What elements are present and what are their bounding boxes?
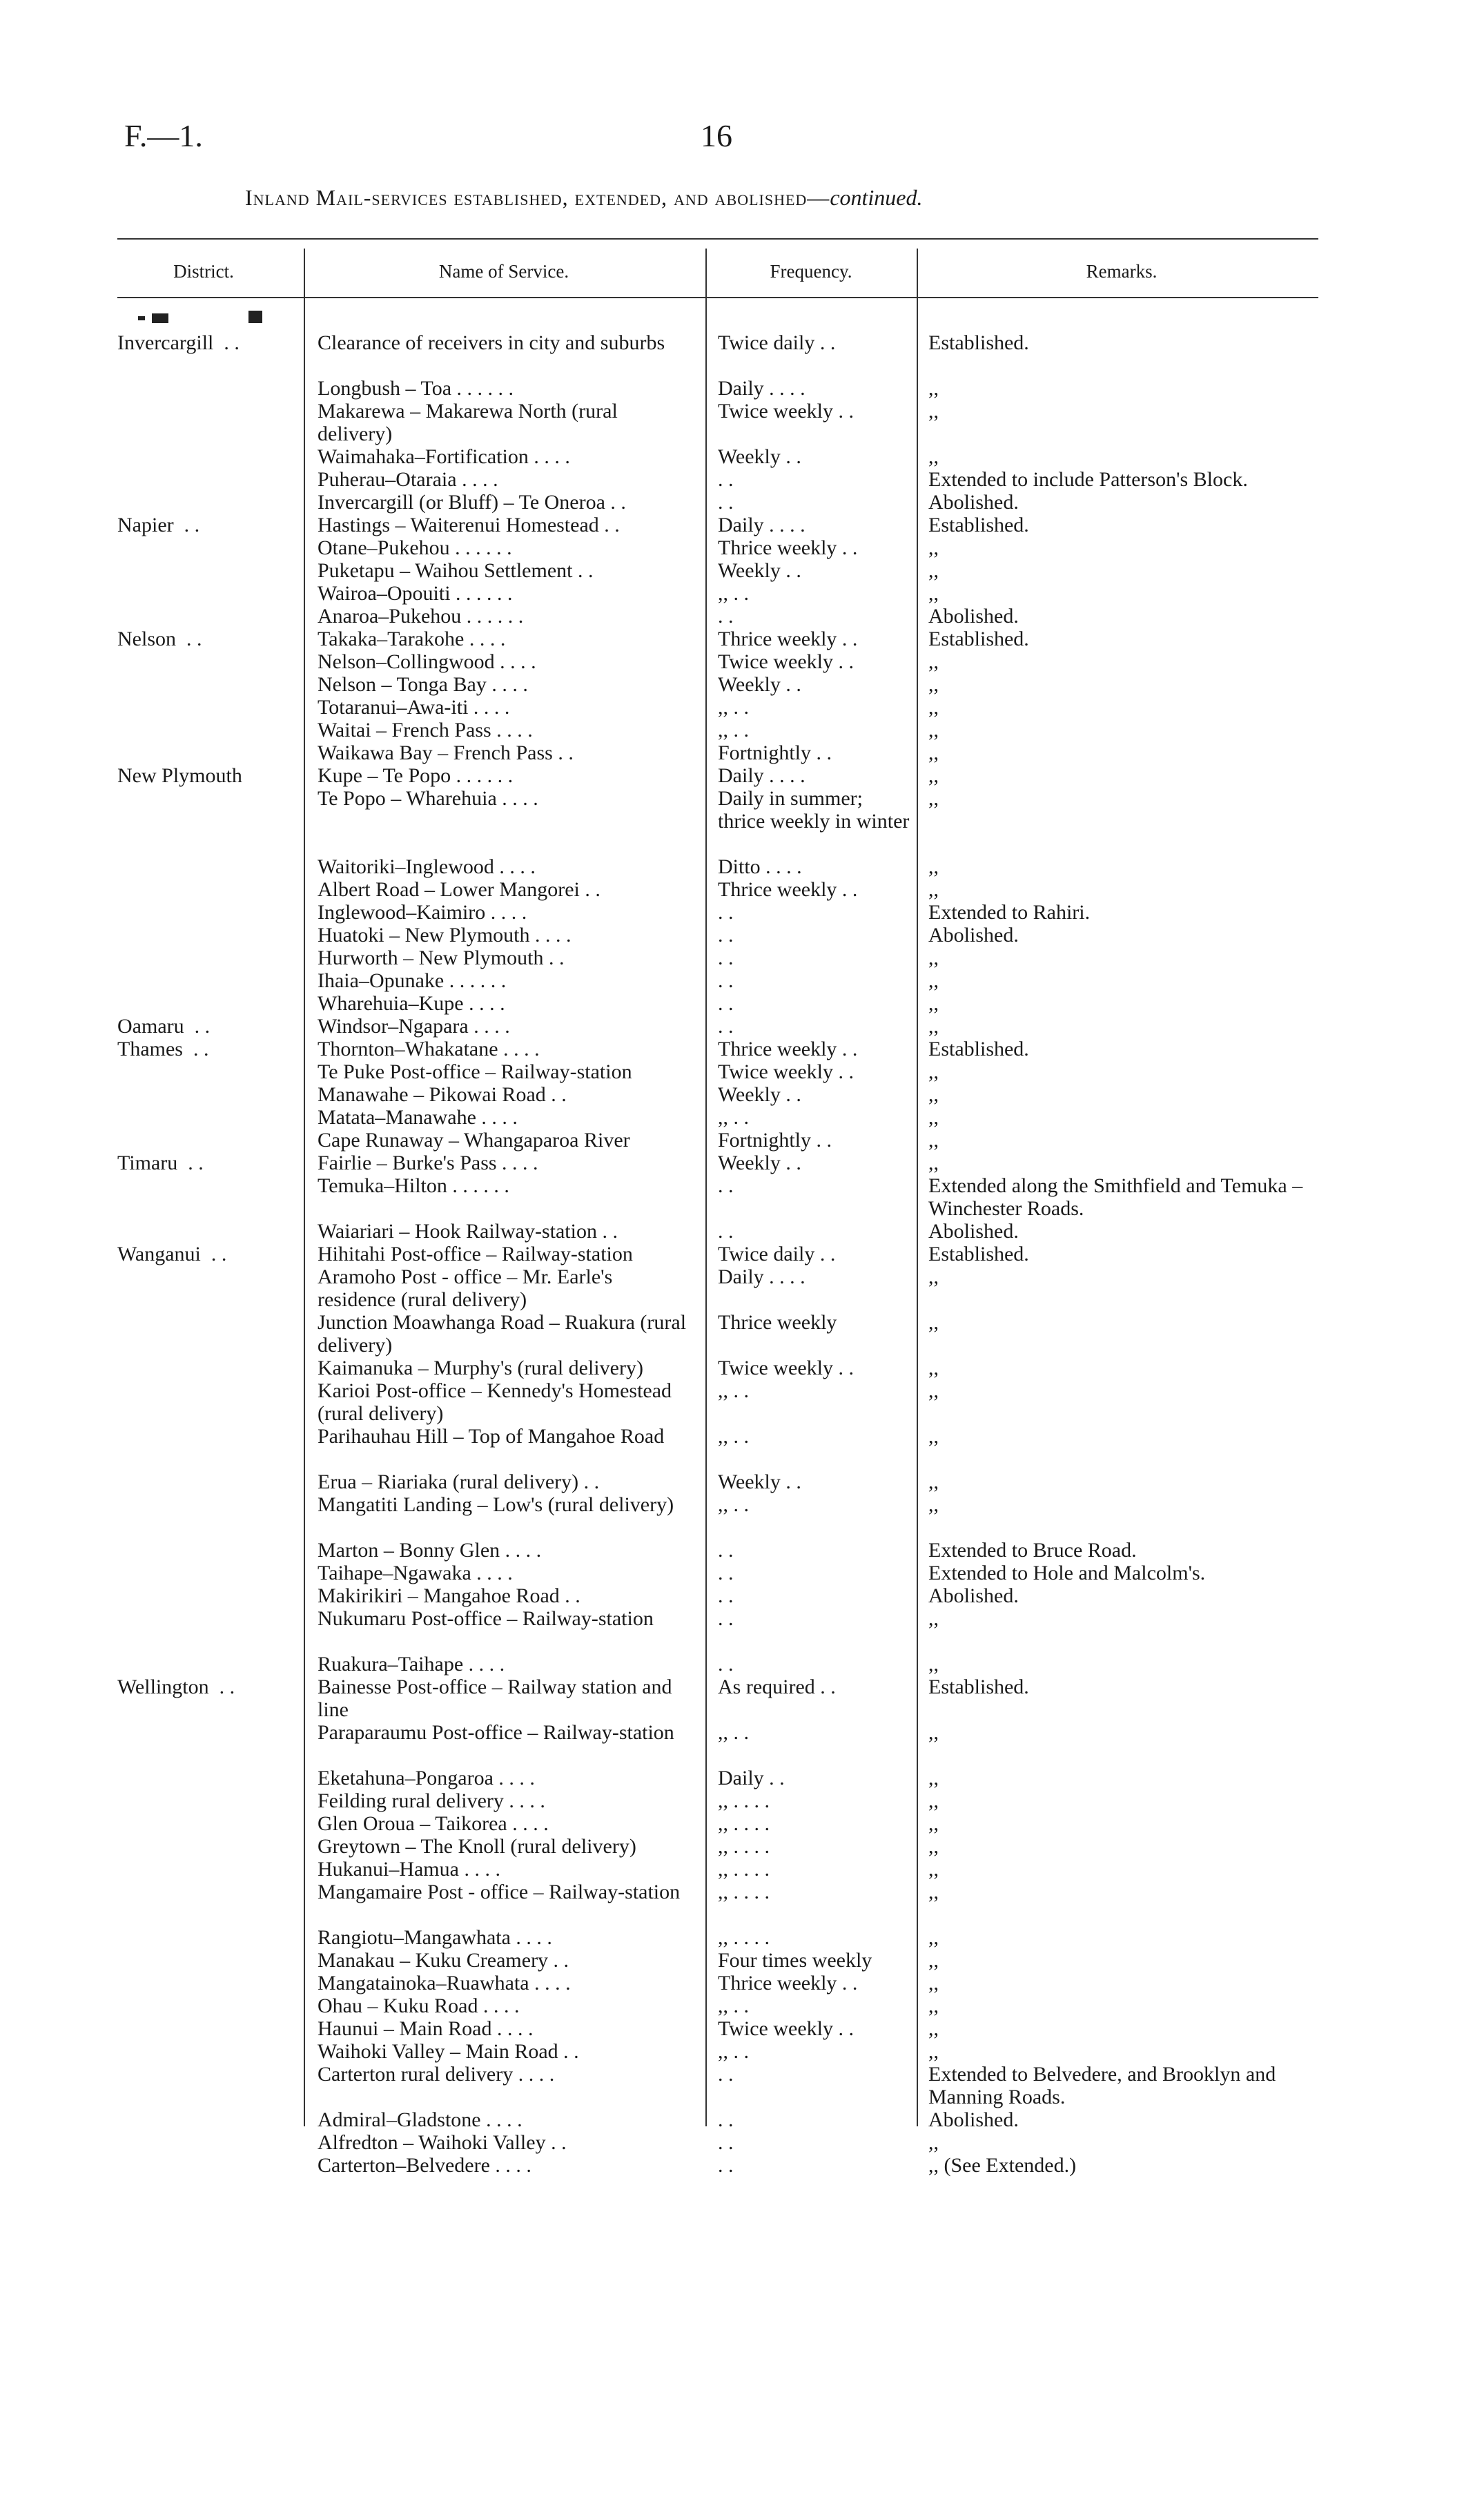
cell-remarks: ,, [928,1083,939,1106]
cell-frequency: . . [718,992,734,1015]
cell-name: Makarewa – Makarewa North (rural delivery) [318,400,618,445]
cell-name: Karioi Post-office – Kennedy's Homestead (rural delivery) [318,1379,672,1425]
cell-name: Waikawa Bay – French Pass . . [318,741,574,764]
cell-frequency: Weekly . . [718,559,801,582]
cell-frequency: . . [718,2131,734,2154]
cell-frequency: ,, . . [718,1493,749,1516]
cell-name: Takaka–Tarakohe . . . . [318,628,506,650]
cell-district: Wellington . . [117,1676,235,1698]
cell-district: Napier . . [117,514,200,536]
cell-frequency: Thrice weekly . . [718,628,858,650]
cell-remarks: ,, [928,1425,939,1448]
cell-remarks: ,, [928,1060,939,1083]
cell-name: Nukumaru Post-office – Railway-station [318,1607,654,1630]
cell-remarks: Established. [928,628,1029,650]
cell-remarks: ,, [928,1653,939,1676]
page-title [245,185,1211,211]
cell-name: Invercargill (or Bluff) – Te Oneroa . . [318,491,626,514]
cell-frequency: Daily . . . . [718,1265,806,1288]
cell-frequency: ,, . . [718,1379,749,1402]
cell-frequency: . . [718,946,734,969]
cell-name: Feilding rural delivery . . . . [318,1789,545,1812]
cell-name: Thornton–Whakatane . . . . [318,1038,540,1060]
cell-name: Haunui – Main Road . . . . [318,2017,534,2040]
cell-name: Admiral–Gladstone . . . . [318,2108,523,2131]
cell-remarks: Extended to Belvedere, and Brooklyn and Manning Roads. [928,2063,1276,2108]
cell-name: Cape Runaway – Whangaparoa River [318,1129,630,1152]
cell-name: Aramoho Post - office – Mr. Earle's residence (rural delivery) [318,1265,613,1311]
cell-frequency: ,, . . . . [718,1881,770,1903]
cell-name: Makirikiri – Mangahoe Road . . [318,1584,580,1607]
cell-name: Parihauhau Hill – Top of Mangahoe Road [318,1425,665,1448]
cell-remarks: ,, [928,878,939,901]
cell-frequency: Daily . . . . [718,514,806,536]
cell-name: Carterton–Belvedere . . . . [318,2154,531,2177]
cell-remarks: ,, [928,1721,939,1744]
cell-remarks: ,, [928,1265,939,1288]
cell-frequency: ,, . . . . [718,1858,770,1881]
cell-name: Anaroa–Pukehou . . . . . . [318,605,524,628]
cell-frequency: . . [718,2108,734,2131]
cell-district: Wanganui . . [117,1243,227,1265]
cell-frequency: ,, . . [718,719,749,741]
cell-frequency: . . [718,1220,734,1243]
cell-remarks: ,, [928,1994,939,2017]
cell-remarks: Abolished. [928,491,1019,514]
cell-name: Marton – Bonny Glen . . . . [318,1539,542,1562]
cell-name: Ohau – Kuku Road . . . . [318,1994,520,2017]
cell-frequency: ,, . . . . [718,1835,770,1858]
column-header-district: District. [173,261,234,282]
cell-frequency: . . [718,1539,734,1562]
cell-name: Mangatainoka–Ruawhata . . . . [318,1972,571,1994]
cell-name: Wairoa–Opouiti . . . . . . [318,582,513,605]
cell-remarks: ,, [928,2017,939,2040]
cell-district: Invercargill . . [117,331,240,354]
cell-remarks: ,, [928,400,939,423]
cell-remarks: ,, [928,1493,939,1516]
cell-remarks: ,, [928,650,939,673]
cell-frequency: Ditto . . . . [718,855,802,878]
cell-frequency: . . [718,1653,734,1676]
cell-remarks: Extended to Bruce Road. [928,1539,1137,1562]
cell-frequency: Twice daily . . [718,1243,836,1265]
column-header-name: Name of Service. [438,261,569,282]
cell-frequency: Twice weekly . . [718,400,854,423]
cell-frequency: . . [718,468,734,491]
cell-name: Greytown – The Knoll (rural delivery) [318,1835,636,1858]
cell-frequency: Twice weekly . . [718,650,854,673]
cell-name: Kaimanuka – Murphy's (rural delivery) [318,1357,643,1379]
cell-remarks: ,, [928,696,939,719]
cell-frequency: . . [718,1607,734,1630]
cell-name: Longbush – Toa . . . . . . [318,377,514,400]
cell-remarks: ,, [928,673,939,696]
cell-frequency: ,, . . . . [718,1789,770,1812]
section-code: F.—1. [124,118,203,153]
cell-district: Timaru . . [117,1152,204,1174]
cell-frequency: Twice weekly . . [718,1060,854,1083]
column-header-frequency: Frequency. [770,261,852,282]
cell-name: Windsor–Ngapara . . . . [318,1015,510,1038]
cell-remarks: ,, [928,582,939,605]
cell-name: Manakau – Kuku Creamery . . [318,1949,569,1972]
cell-frequency: Four times weekly [718,1949,872,1972]
cell-name: Hihitahi Post-office – Railway-station [318,1243,633,1265]
cell-remarks: ,, [928,764,939,787]
cell-frequency: . . [718,1562,734,1584]
cell-frequency: ,, . . [718,696,749,719]
cell-name: Inglewood–Kaimiro . . . . [318,901,527,924]
cell-frequency: Daily . . [718,1767,785,1789]
cell-remarks: Extended to Hole and Malcolm's. [928,1562,1206,1584]
cell-frequency: As required . . [718,1676,836,1698]
cell-frequency: ,, . . . . [718,1926,770,1949]
cell-name: Eketahuna–Pongaroa . . . . [318,1767,535,1789]
cell-name: Puherau–Otaraia . . . . [318,468,498,491]
cell-frequency: Weekly . . [718,1470,801,1493]
cell-remarks: Extended along the Smithfield and Temuka – Winchester Roads. [928,1174,1303,1220]
cell-remarks: ,, [928,1106,939,1129]
cell-remarks: Extended to Rahiri. [928,901,1091,924]
cell-remarks: ,, [928,1835,939,1858]
cell-remarks: ,, [928,1858,939,1881]
cell-name: Fairlie – Burke's Pass . . . . [318,1152,538,1174]
cell-name: Puketapu – Waihou Settlement . . [318,559,594,582]
cell-remarks: ,, [928,1311,939,1334]
cell-frequency: . . [718,901,734,924]
cell-remarks: ,, [928,2131,939,2154]
cell-remarks: ,, [928,1379,939,1402]
cell-name: Waitoriki–Inglewood . . . . [318,855,536,878]
cell-frequency: . . [718,605,734,628]
cell-name: Nelson–Collingwood . . . . [318,650,536,673]
cell-frequency: . . [718,2063,734,2086]
cell-name: Huatoki – New Plymouth . . . . [318,924,572,946]
cell-frequency: . . [718,924,734,946]
cell-remarks: ,, [928,1881,939,1903]
cell-frequency: . . [718,1584,734,1607]
cell-remarks: Abolished. [928,1584,1019,1607]
cell-frequency: ,, . . [718,1721,749,1744]
cell-name: Hurworth – New Plymouth . . [318,946,565,969]
cell-name: Wharehuia–Kupe . . . . [318,992,505,1015]
cell-name: Waitai – French Pass . . . . [318,719,533,741]
cell-remarks: ,, [928,2040,939,2063]
title-continued: continued. [830,185,923,210]
cell-remarks: ,, [928,536,939,559]
cell-remarks: ,, [928,1789,939,1812]
cell-remarks: Established. [928,514,1029,536]
cell-remarks: ,, [928,445,939,468]
cell-frequency: ,, . . [718,2040,749,2063]
column-divider-2 [705,249,707,2126]
cell-name: Waimahaka–Fortification . . . . [318,445,570,468]
cell-remarks: ,, [928,1357,939,1379]
cell-remarks: ,, [928,377,939,400]
cell-district: Thames . . [117,1038,209,1060]
cell-frequency: Thrice weekly . . [718,878,858,901]
cell-name: Taihape–Ngawaka . . . . [318,1562,513,1584]
cell-frequency: . . [718,1015,734,1038]
cell-name: Mangamaire Post - office – Railway-station [318,1881,681,1903]
cell-frequency: Weekly . . [718,445,801,468]
cell-remarks: ,, [928,1812,939,1835]
cell-name: Totaranui–Awa-iti . . . . [318,696,510,719]
cell-name: Waihoki Valley – Main Road . . [318,2040,579,2063]
cell-name: Paraparaumu Post-office – Railway-station [318,1721,674,1744]
cell-name: Kupe – Te Popo . . . . . . [318,764,514,787]
cell-remarks: ,, [928,559,939,582]
cell-frequency: Thrice weekly . . [718,1038,858,1060]
cell-remarks: ,, [928,1129,939,1152]
cell-frequency: . . [718,1174,734,1197]
cell-frequency: Twice daily . . [718,331,836,354]
cell-name: Manawahe – Pikowai Road . . [318,1083,567,1106]
cell-frequency: ,, . . [718,1425,749,1448]
page-number: 16 [701,118,732,153]
cell-district: New Plymouth [117,764,242,787]
cell-frequency: . . [718,2154,734,2177]
cell-frequency: ,, . . . . [718,1812,770,1835]
cell-name: Glen Oroua – Taikorea . . . . [318,1812,549,1835]
cell-remarks: ,, [928,1470,939,1493]
cell-name: Hukanui–Hamua . . . . [318,1858,500,1881]
cell-frequency: Daily . . . . [718,377,806,400]
cell-name: Mangatiti Landing – Low's (rural delivery) [318,1493,674,1516]
cell-frequency: Twice weekly . . [718,1357,854,1379]
cell-remarks: ,, [928,1949,939,1972]
cell-name: Junction Moawhanga Road – Ruakura (rural delivery) [318,1311,687,1357]
title-main: Inland Mail-services established, extended, and abolished— [245,185,830,210]
cell-district: Oamaru . . [117,1015,211,1038]
cell-name: Clearance of receivers in city and suburbs [318,331,665,354]
cell-name: Erua – Riariaka (rural delivery) . . [318,1470,600,1493]
column-header-remarks: Remarks. [1086,261,1158,282]
cell-name: Ihaia–Opunake . . . . . . [318,969,507,992]
cell-frequency: . . [718,491,734,514]
cell-district: Nelson . . [117,628,202,650]
cell-name: Alfredton – Waihoki Valley . . [318,2131,567,2154]
column-divider-1 [304,249,305,2126]
cell-frequency: Fortnightly . . [718,1129,832,1152]
cell-name: Bainesse Post-office – Railway station and line [318,1676,672,1721]
cell-name: Rangiotu–Mangawhata . . . . [318,1926,552,1949]
cell-name: Te Popo – Wharehuia . . . . [318,787,538,810]
cell-name: Albert Road – Lower Mangorei . . [318,878,601,901]
header-rule [117,297,1318,298]
cell-remarks: Extended to include Patterson's Block. [928,468,1248,491]
cell-frequency: . . [718,969,734,992]
cell-remarks: ,, [928,1152,939,1174]
cell-frequency: ,, . . [718,1994,749,2017]
cell-remarks: ,, [928,1015,939,1038]
cell-name: Nelson – Tonga Bay . . . . [318,673,528,696]
cell-remarks: Abolished. [928,605,1019,628]
cell-remarks: ,, [928,787,939,810]
cell-frequency: ,, . . [718,1106,749,1129]
cell-remarks: ,, [928,1607,939,1630]
cell-remarks: Established. [928,1243,1029,1265]
cell-frequency: Weekly . . [718,673,801,696]
cell-frequency: Weekly . . [718,1152,801,1174]
top-rule [117,238,1318,240]
cell-remarks: ,, (See Extended.) [928,2154,1077,2177]
cell-remarks: ,, [928,719,939,741]
cell-name: Matata–Manawahe . . . . [318,1106,518,1129]
cell-remarks: Established. [928,1038,1029,1060]
cell-name: Temuka–Hilton . . . . . . [318,1174,509,1197]
column-divider-3 [917,249,918,2126]
cell-frequency: Thrice weekly . . [718,1972,858,1994]
cell-remarks: ,, [928,855,939,878]
cell-frequency: Thrice weekly [718,1311,837,1334]
cell-frequency: Thrice weekly . . [718,536,858,559]
cell-remarks: Established. [928,1676,1029,1698]
cell-frequency: Fortnightly . . [718,741,832,764]
cell-remarks: Abolished. [928,924,1019,946]
cell-name: Waiariari – Hook Railway-station . . [318,1220,618,1243]
cell-frequency: Twice weekly . . [718,2017,854,2040]
cell-remarks: ,, [928,946,939,969]
cell-remarks: ,, [928,1767,939,1789]
cell-frequency: Weekly . . [718,1083,801,1106]
cell-remarks: Established. [928,331,1029,354]
cell-remarks: ,, [928,969,939,992]
cell-frequency: Daily . . . . [718,764,806,787]
cell-name: Hastings – Waiterenui Homestead . . [318,514,620,536]
printing-blots [138,309,290,330]
cell-remarks: Abolished. [928,2108,1019,2131]
cell-name: Te Puke Post-office – Railway-station [318,1060,632,1083]
cell-remarks: ,, [928,1972,939,1994]
cell-name: Carterton rural delivery . . . . [318,2063,555,2086]
cell-remarks: ,, [928,992,939,1015]
cell-remarks: ,, [928,741,939,764]
cell-name: Otane–Pukehou . . . . . . [318,536,512,559]
cell-frequency: Daily in summer; thrice weekly in winter [718,787,910,833]
cell-remarks: ,, [928,1926,939,1949]
cell-remarks: Abolished. [928,1220,1019,1243]
cell-frequency: ,, . . [718,582,749,605]
cell-name: Ruakura–Taihape . . . . [318,1653,505,1676]
